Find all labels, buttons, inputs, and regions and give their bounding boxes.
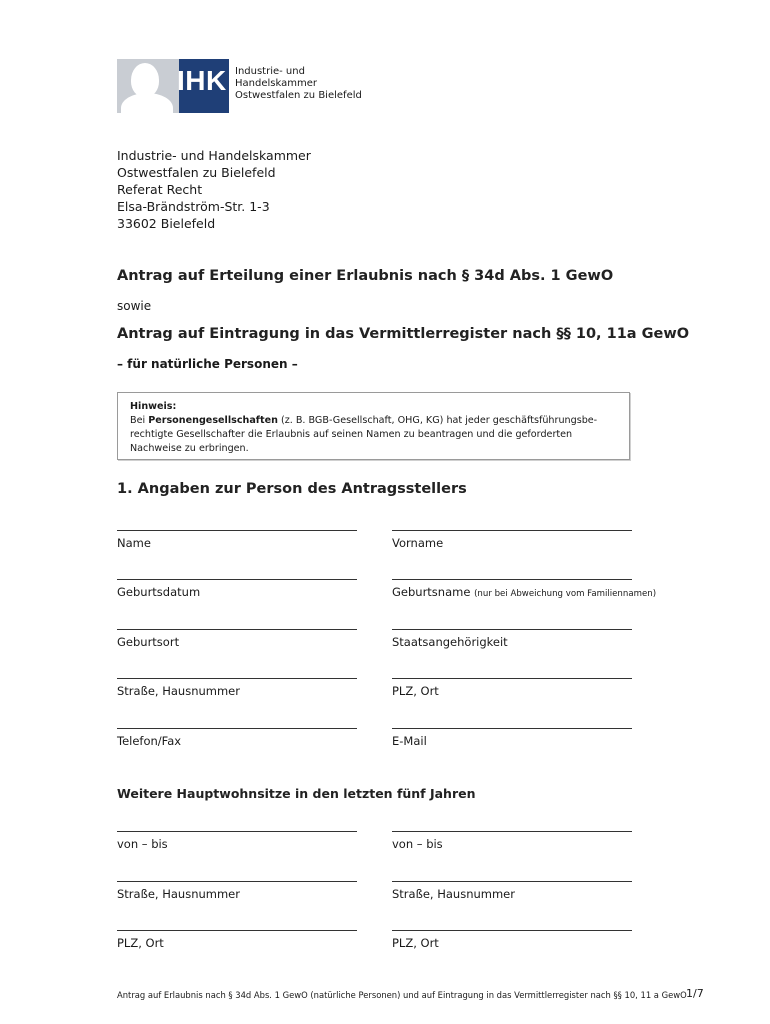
address-line: Ostwestfalen zu Bielefeld [117, 165, 276, 180]
field-label: Geburtsort [117, 635, 180, 649]
hint-title: Hinweis: [130, 401, 177, 412]
logo-abbreviation: IHK [177, 65, 227, 96]
section-residences-title: Weitere Hauptwohnsitze in den letzten fünf Jahren [117, 786, 476, 801]
recipient-address [117, 147, 311, 232]
field-label: von – bis [392, 837, 443, 851]
form-subtitle: – für natürliche Personen – [117, 357, 298, 371]
field-label: PLZ, Ort [392, 936, 439, 950]
form-title-register: Antrag auf Eintragung in das Vermittlerregister nach §§ 10, 11a GewO [117, 326, 690, 342]
address-line: 33602 Bielefeld [117, 216, 216, 231]
ihk-logo-mark [117, 59, 229, 113]
page-footer: Antrag auf Erlaubnis nach § 34d Abs. 1 GewO (natürliche Personen) und auf Eintragung in das Vermittlerregister nach §§ 10, 11 a GewO [117, 990, 687, 1000]
field-label: Vorname [392, 536, 444, 550]
field-label: von – bis [117, 837, 168, 851]
ihk-logo [117, 59, 367, 113]
field-label: PLZ, Ort [392, 684, 439, 698]
field-label: Straße, Hausnummer [117, 887, 240, 901]
form-title-permit: Antrag auf Erteilung einer Erlaubnis nach § 34d Abs. 1 GewO [117, 268, 614, 284]
person-silhouette-icon [117, 59, 179, 113]
field-label: Geburtsname (nur bei Abweichung vom Familiennamen) [392, 585, 657, 599]
field-label: Straße, Hausnummer [117, 684, 240, 698]
field-label: Geburtsdatum [117, 585, 201, 599]
field-note: (nur bei Abweichung vom Familiennamen) [474, 589, 657, 599]
hint-bold-term: Personengesellschaften [148, 415, 278, 426]
field-label: Name [117, 536, 151, 550]
address-line: Elsa-Brändström-Str. 1-3 [117, 199, 270, 214]
connector-text: sowie [117, 299, 152, 313]
address-line: Referat Recht [117, 182, 203, 197]
address-line: Industrie- und Handelskammer [117, 148, 311, 163]
page-number: 1/7 [686, 987, 704, 1000]
field-label: Straße, Hausnummer [392, 887, 515, 901]
section-personal-data-title: 1. Angaben zur Person des Antragsstellers [117, 481, 467, 497]
hint-box [117, 392, 630, 460]
field-label: Staatsangehörigkeit [392, 635, 508, 649]
field-label: E-Mail [392, 734, 427, 748]
logo-chamber-name: Industrie- und Handelskammer Ostwestfalen zu Bielefeld [235, 66, 362, 101]
hint-body: Bei Personengesellschaften (z. B. BGB-Gesellschaft, OHG, KG) hat jeder geschäftsführungsbe-rechtigte Gesellschafter die Erlaubnis auf seinen Namen zu beantragen und die geforderten Nachweise zu erbringen. [130, 415, 598, 454]
field-label: PLZ, Ort [117, 936, 164, 950]
field-label: Telefon/Fax [117, 734, 182, 748]
